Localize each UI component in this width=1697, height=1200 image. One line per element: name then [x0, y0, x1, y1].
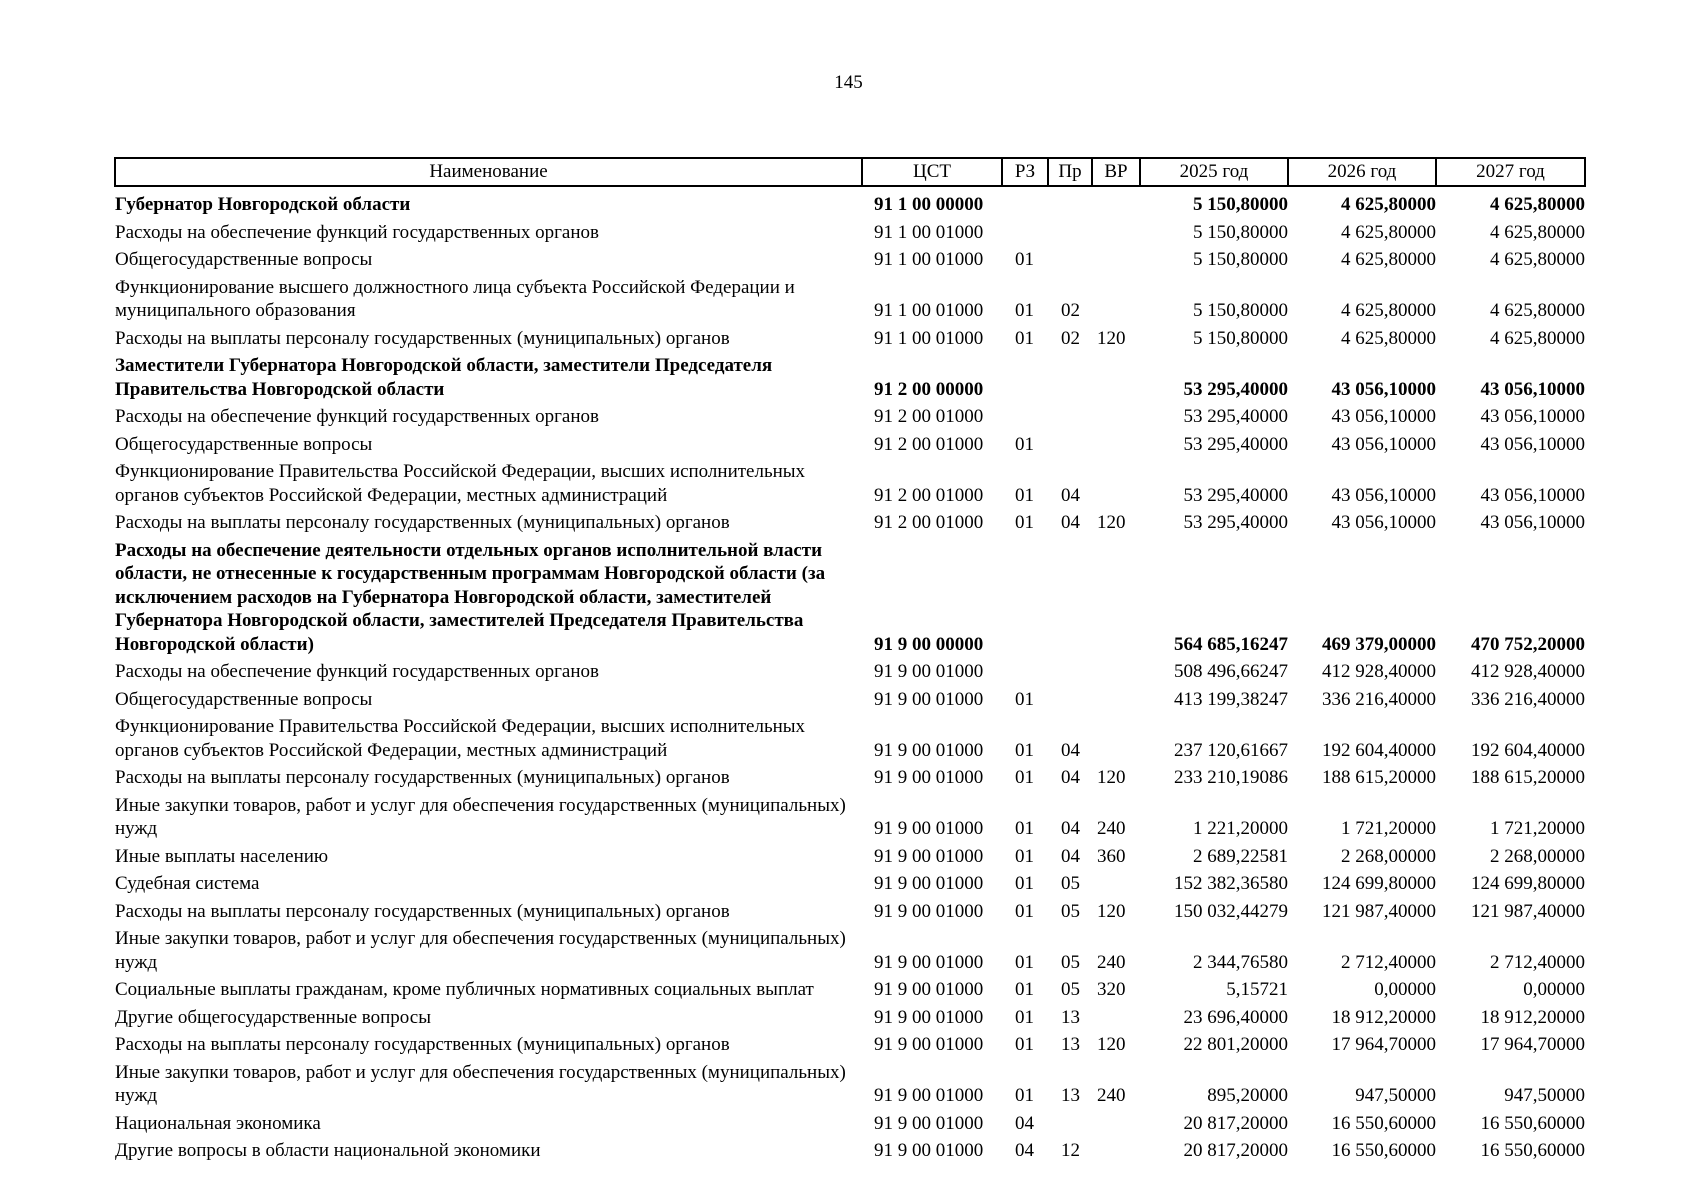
row-rz: 01 — [1015, 951, 1034, 973]
table-row — [115, 186, 1585, 220]
row-2025-value: 895,20000 — [1207, 1085, 1288, 1106]
row-vr — [1092, 275, 1140, 326]
row-rz: 01 — [1015, 1006, 1034, 1028]
table-row — [115, 432, 1585, 460]
row-rz: 01 — [1015, 900, 1034, 922]
row-vr — [1092, 404, 1140, 432]
table-row — [115, 926, 1585, 977]
row-cst: 91 9 00 01000 — [874, 688, 984, 710]
row-2025-value: 237 120,61667 — [1174, 739, 1288, 761]
row-pr — [1048, 687, 1092, 715]
row-cst: 91 1 00 01000 — [874, 249, 984, 270]
row-2026-value: 947,50000 — [1355, 1085, 1436, 1106]
row-rz: 01 — [1015, 979, 1034, 1000]
row-name: Расходы на выплаты персоналу государственных (муниципальных) органов — [115, 900, 730, 922]
row-2025-value: 5 150,80000 — [1193, 194, 1288, 215]
row-rz: 01 — [1015, 484, 1034, 506]
row-vr: 240 — [1097, 951, 1126, 973]
row-2027-value: 43 056,10000 — [1480, 512, 1585, 533]
row-pr — [1048, 220, 1092, 248]
row-2025-value: 152 382,36580 — [1174, 873, 1288, 894]
row-rz: 01 — [1015, 512, 1034, 533]
row-2027-value: 2 268,00000 — [1490, 845, 1585, 867]
page-number: 145 — [834, 72, 863, 93]
row-pr: 04 — [1061, 845, 1080, 867]
row-vr — [1092, 659, 1140, 687]
row-name: Расходы на выплаты персоналу государственных (муниципальных) органов — [115, 1034, 730, 1055]
row-2026-value: 124 699,80000 — [1322, 873, 1436, 894]
row-2025-value: 5 150,80000 — [1193, 300, 1288, 321]
row-rz: 01 — [1015, 249, 1034, 270]
row-2026-value: 1 721,20000 — [1341, 818, 1436, 839]
budget-table — [114, 157, 1586, 1166]
table-row — [115, 714, 1585, 765]
row-2025-value: 564 685,16247 — [1174, 633, 1288, 655]
row-name: Иные закупки товаров, работ и услуг для обеспечения государственных (муниципальных) нужд — [115, 1061, 846, 1106]
row-name: Национальная экономика — [115, 1112, 321, 1134]
row-2027-value: 412 928,40000 — [1471, 661, 1585, 682]
row-pr: 05 — [1061, 900, 1080, 922]
table-row — [115, 871, 1585, 899]
row-2025-value: 2 344,76580 — [1193, 951, 1288, 973]
row-name: Функционирование высшего должностного лица субъекта Российской Федерации и муниципального образования — [115, 276, 795, 321]
row-rz — [1002, 186, 1048, 220]
header-2026: 2026 год — [1288, 158, 1436, 186]
row-cst: 91 2 00 01000 — [874, 406, 984, 427]
table-row — [115, 977, 1585, 1005]
row-rz — [1002, 353, 1048, 404]
row-2025-value: 5 150,80000 — [1193, 249, 1288, 270]
row-cst: 91 9 00 00000 — [874, 633, 984, 655]
row-2026-value: 16 550,60000 — [1331, 1140, 1436, 1161]
header-2027: 2027 год — [1436, 158, 1585, 186]
row-2027-value: 2 712,40000 — [1490, 951, 1585, 973]
row-cst: 91 1 00 01000 — [874, 221, 984, 243]
row-2025-value: 508 496,66247 — [1174, 661, 1288, 682]
table-row — [115, 899, 1585, 927]
row-2025-value: 20 817,20000 — [1183, 1140, 1288, 1161]
row-2025-value: 53 295,40000 — [1183, 378, 1288, 400]
row-2027-value: 124 699,80000 — [1471, 873, 1585, 894]
row-name: Расходы на обеспечение функций государственных органов — [115, 661, 599, 682]
row-2027-value: 0,00000 — [1523, 979, 1585, 1000]
table-body — [115, 186, 1585, 1166]
row-2025-value: 2 689,22581 — [1193, 845, 1288, 867]
row-rz: 01 — [1015, 688, 1034, 710]
row-cst: 91 1 00 00000 — [874, 194, 984, 215]
row-vr — [1092, 247, 1140, 275]
row-2027-value: 4 625,80000 — [1490, 249, 1585, 270]
row-pr — [1048, 404, 1092, 432]
row-2027-value: 4 625,80000 — [1490, 327, 1585, 349]
row-pr: 04 — [1061, 484, 1080, 506]
row-pr — [1048, 186, 1092, 220]
row-rz — [1002, 538, 1048, 660]
row-name: Расходы на обеспечение функций государственных органов — [115, 406, 599, 427]
row-vr — [1092, 459, 1140, 510]
row-pr — [1048, 538, 1092, 660]
row-2025-value: 233 210,19086 — [1174, 767, 1288, 788]
row-2026-value: 4 625,80000 — [1341, 194, 1436, 215]
row-name: Иные выплаты населению — [115, 845, 329, 867]
table-row — [115, 1138, 1585, 1166]
row-2027-value: 4 625,80000 — [1490, 221, 1585, 243]
row-2026-value: 2 712,40000 — [1341, 951, 1436, 973]
row-2027-value: 43 056,10000 — [1480, 406, 1585, 427]
table-row — [115, 510, 1585, 538]
row-2025-value: 5 150,80000 — [1193, 327, 1288, 349]
row-2027-value: 121 987,40000 — [1471, 900, 1585, 922]
row-vr — [1092, 1005, 1140, 1033]
row-2026-value: 18 912,20000 — [1331, 1006, 1436, 1028]
row-name: Другие вопросы в области национальной экономики — [115, 1140, 541, 1161]
row-rz: 01 — [1015, 767, 1034, 788]
row-2027-value: 43 056,10000 — [1480, 484, 1585, 506]
row-cst: 91 9 00 01000 — [874, 845, 984, 867]
row-2027-value: 947,50000 — [1504, 1085, 1585, 1106]
header-name: Наименование — [115, 158, 862, 186]
row-2025-value: 20 817,20000 — [1183, 1112, 1288, 1134]
row-2025-value: 53 295,40000 — [1183, 512, 1288, 533]
row-2026-value: 17 964,70000 — [1331, 1034, 1436, 1055]
row-rz: 01 — [1015, 1034, 1034, 1055]
row-vr: 240 — [1097, 1085, 1126, 1106]
table-row — [115, 220, 1585, 248]
row-name: Расходы на обеспечение функций государственных органов — [115, 221, 599, 243]
row-name: Расходы на выплаты персоналу государственных (муниципальных) органов — [115, 512, 730, 533]
header-vr: ВР — [1092, 158, 1140, 186]
row-vr: 120 — [1097, 327, 1126, 349]
row-vr: 120 — [1097, 512, 1126, 533]
row-cst: 91 9 00 01000 — [874, 1140, 984, 1161]
row-2026-value: 469 379,00000 — [1322, 633, 1436, 655]
row-pr: 02 — [1061, 300, 1080, 321]
row-2026-value: 4 625,80000 — [1341, 327, 1436, 349]
row-name: Функционирование Правительства Российской Федерации, высших исполнительных органов субъектов Российской Федерации, местных администраций — [115, 461, 806, 506]
row-cst: 91 9 00 01000 — [874, 1034, 984, 1055]
row-vr — [1092, 1138, 1140, 1166]
table-row — [115, 404, 1585, 432]
row-rz: 04 — [1015, 1140, 1034, 1161]
row-rz: 01 — [1015, 739, 1034, 761]
row-name: Общегосударственные вопросы — [115, 433, 373, 455]
row-name: Функционирование Правительства Российской Федерации, высших исполнительных органов субъектов Российской Федерации, местных администраций — [115, 716, 806, 761]
row-pr: 12 — [1061, 1140, 1080, 1161]
row-cst: 91 9 00 01000 — [874, 1085, 984, 1106]
row-2027-value: 18 912,20000 — [1480, 1006, 1585, 1028]
row-2026-value: 4 625,80000 — [1341, 249, 1436, 270]
row-pr: 13 — [1061, 1006, 1080, 1028]
row-pr — [1048, 659, 1092, 687]
row-name: Расходы на выплаты персоналу государственных (муниципальных) органов — [115, 327, 730, 349]
row-2027-value: 336 216,40000 — [1471, 688, 1585, 710]
row-name: Губернатор Новгородской области — [115, 194, 411, 215]
row-rz: 01 — [1015, 327, 1034, 349]
row-2025-value: 1 221,20000 — [1193, 818, 1288, 839]
row-cst: 91 9 00 01000 — [874, 767, 984, 788]
row-2026-value: 188 615,20000 — [1322, 767, 1436, 788]
row-pr: 05 — [1061, 951, 1080, 973]
row-rz: 01 — [1015, 1085, 1034, 1106]
row-name: Расходы на выплаты персоналу государственных (муниципальных) органов — [115, 767, 730, 788]
row-pr — [1048, 1111, 1092, 1139]
row-rz: 01 — [1015, 818, 1034, 839]
table-row — [115, 1032, 1585, 1060]
row-name: Расходы на обеспечение деятельности отдельных органов исполнительной власти области, не отнесенные к государственным программам Новгородской области (за исключением расходов на Губернатора Новгородской области, заместителей Губернатора Новгородской области, заместителей Председателя Правительства Новгородской области) — [115, 539, 826, 655]
row-2026-value: 43 056,10000 — [1331, 484, 1436, 506]
row-2025-value: 413 199,38247 — [1174, 688, 1288, 710]
row-2026-value: 43 056,10000 — [1331, 378, 1436, 400]
row-rz — [1002, 220, 1048, 248]
header-cst: ЦСТ — [862, 158, 1002, 186]
row-2025-value: 53 295,40000 — [1183, 433, 1288, 455]
row-pr — [1048, 247, 1092, 275]
row-rz — [1002, 404, 1048, 432]
table-row — [115, 1005, 1585, 1033]
row-name: Социальные выплаты гражданам, кроме публичных нормативных социальных выплат — [115, 979, 814, 1000]
row-cst: 91 9 00 01000 — [874, 1112, 984, 1134]
row-2026-value: 336 216,40000 — [1322, 688, 1436, 710]
row-rz: 01 — [1015, 433, 1034, 455]
row-cst: 91 1 00 01000 — [874, 327, 984, 349]
table-row — [115, 765, 1585, 793]
table-row — [115, 247, 1585, 275]
row-cst: 91 2 00 01000 — [874, 484, 984, 506]
row-2025-value: 53 295,40000 — [1183, 484, 1288, 506]
row-2027-value: 1 721,20000 — [1490, 818, 1585, 839]
row-name: Судебная система — [115, 873, 260, 894]
row-cst: 91 2 00 00000 — [874, 378, 984, 400]
row-pr — [1048, 353, 1092, 404]
row-2027-value: 192 604,40000 — [1471, 739, 1585, 761]
row-vr — [1092, 687, 1140, 715]
row-2026-value: 121 987,40000 — [1322, 900, 1436, 922]
row-name: Общегосударственные вопросы — [115, 688, 373, 710]
row-2026-value: 43 056,10000 — [1331, 512, 1436, 533]
table-row — [115, 538, 1585, 660]
table-header-row — [115, 158, 1585, 186]
row-cst: 91 9 00 01000 — [874, 979, 984, 1000]
row-name: Заместители Губернатора Новгородской области, заместители Председателя Правительства Новгородской области — [115, 355, 773, 400]
row-vr: 360 — [1097, 845, 1126, 867]
row-rz: 01 — [1015, 300, 1034, 321]
row-pr: 13 — [1061, 1034, 1080, 1055]
header-rz: РЗ — [1002, 158, 1048, 186]
row-pr: 04 — [1061, 818, 1080, 839]
row-pr: 05 — [1061, 873, 1080, 894]
table-row — [115, 459, 1585, 510]
row-2025-value: 23 696,40000 — [1183, 1006, 1288, 1028]
row-2026-value: 16 550,60000 — [1331, 1112, 1436, 1134]
row-2025-value: 5 150,80000 — [1193, 221, 1288, 243]
row-2026-value: 2 268,00000 — [1341, 845, 1436, 867]
row-cst: 91 9 00 01000 — [874, 661, 984, 682]
row-2027-value: 470 752,20000 — [1471, 633, 1585, 655]
row-cst: 91 2 00 01000 — [874, 512, 984, 533]
row-2026-value: 43 056,10000 — [1331, 433, 1436, 455]
row-2027-value: 17 964,70000 — [1480, 1034, 1585, 1055]
table-row — [115, 1060, 1585, 1111]
row-vr: 120 — [1097, 1034, 1126, 1055]
row-cst: 91 9 00 01000 — [874, 900, 984, 922]
table-row — [115, 687, 1585, 715]
row-vr — [1092, 714, 1140, 765]
row-2025-value: 22 801,20000 — [1183, 1034, 1288, 1055]
row-2026-value: 43 056,10000 — [1331, 406, 1436, 427]
row-vr — [1092, 220, 1140, 248]
table-row — [115, 326, 1585, 354]
row-rz: 01 — [1015, 845, 1034, 867]
row-2025-value: 5,15721 — [1226, 979, 1288, 1000]
row-vr — [1092, 871, 1140, 899]
row-vr: 240 — [1097, 818, 1126, 839]
row-pr: 05 — [1061, 979, 1080, 1000]
row-vr — [1092, 186, 1140, 220]
row-2027-value: 4 625,80000 — [1490, 194, 1585, 215]
row-pr: 02 — [1061, 327, 1080, 349]
row-2027-value: 4 625,80000 — [1490, 300, 1585, 321]
table-row — [115, 353, 1585, 404]
row-name: Иные закупки товаров, работ и услуг для обеспечения государственных (муниципальных) нужд — [115, 794, 846, 839]
table-row — [115, 275, 1585, 326]
row-cst: 91 9 00 01000 — [874, 1006, 984, 1028]
row-cst: 91 9 00 01000 — [874, 739, 984, 761]
row-rz: 01 — [1015, 873, 1034, 894]
header-2025: 2025 год — [1140, 158, 1288, 186]
row-2027-value: 16 550,60000 — [1480, 1140, 1585, 1161]
row-vr: 120 — [1097, 900, 1126, 922]
row-2027-value: 188 615,20000 — [1471, 767, 1585, 788]
row-pr: 04 — [1061, 739, 1080, 761]
row-2026-value: 412 928,40000 — [1322, 661, 1436, 682]
row-cst: 91 9 00 01000 — [874, 873, 984, 894]
row-cst: 91 9 00 01000 — [874, 951, 984, 973]
row-2025-value: 53 295,40000 — [1183, 406, 1288, 427]
row-2027-value: 16 550,60000 — [1480, 1112, 1585, 1134]
row-cst: 91 1 00 01000 — [874, 300, 984, 321]
row-rz: 04 — [1015, 1112, 1034, 1134]
header-pr: Пр — [1048, 158, 1092, 186]
row-vr — [1092, 538, 1140, 660]
row-vr — [1092, 353, 1140, 404]
row-2026-value: 192 604,40000 — [1322, 739, 1436, 761]
row-pr: 04 — [1061, 512, 1080, 533]
row-name: Общегосударственные вопросы — [115, 249, 373, 270]
row-2026-value: 4 625,80000 — [1341, 221, 1436, 243]
row-vr — [1092, 432, 1140, 460]
row-cst: 91 2 00 01000 — [874, 433, 984, 455]
row-2026-value: 4 625,80000 — [1341, 300, 1436, 321]
row-cst: 91 9 00 01000 — [874, 818, 984, 839]
row-vr: 320 — [1097, 979, 1126, 1000]
table-row — [115, 659, 1585, 687]
table-row — [115, 793, 1585, 844]
row-2027-value: 43 056,10000 — [1480, 433, 1585, 455]
row-pr — [1048, 432, 1092, 460]
row-pr: 04 — [1061, 767, 1080, 788]
row-2026-value: 0,00000 — [1374, 979, 1436, 1000]
table-row — [115, 844, 1585, 872]
row-rz — [1002, 659, 1048, 687]
row-name: Иные закупки товаров, работ и услуг для обеспечения государственных (муниципальных) нужд — [115, 928, 846, 973]
row-vr: 120 — [1097, 767, 1126, 788]
row-name: Другие общегосударственные вопросы — [115, 1006, 431, 1028]
table-row — [115, 1111, 1585, 1139]
row-2025-value: 150 032,44279 — [1174, 900, 1288, 922]
row-vr — [1092, 1111, 1140, 1139]
row-2027-value: 43 056,10000 — [1480, 378, 1585, 400]
row-pr: 13 — [1061, 1085, 1080, 1106]
